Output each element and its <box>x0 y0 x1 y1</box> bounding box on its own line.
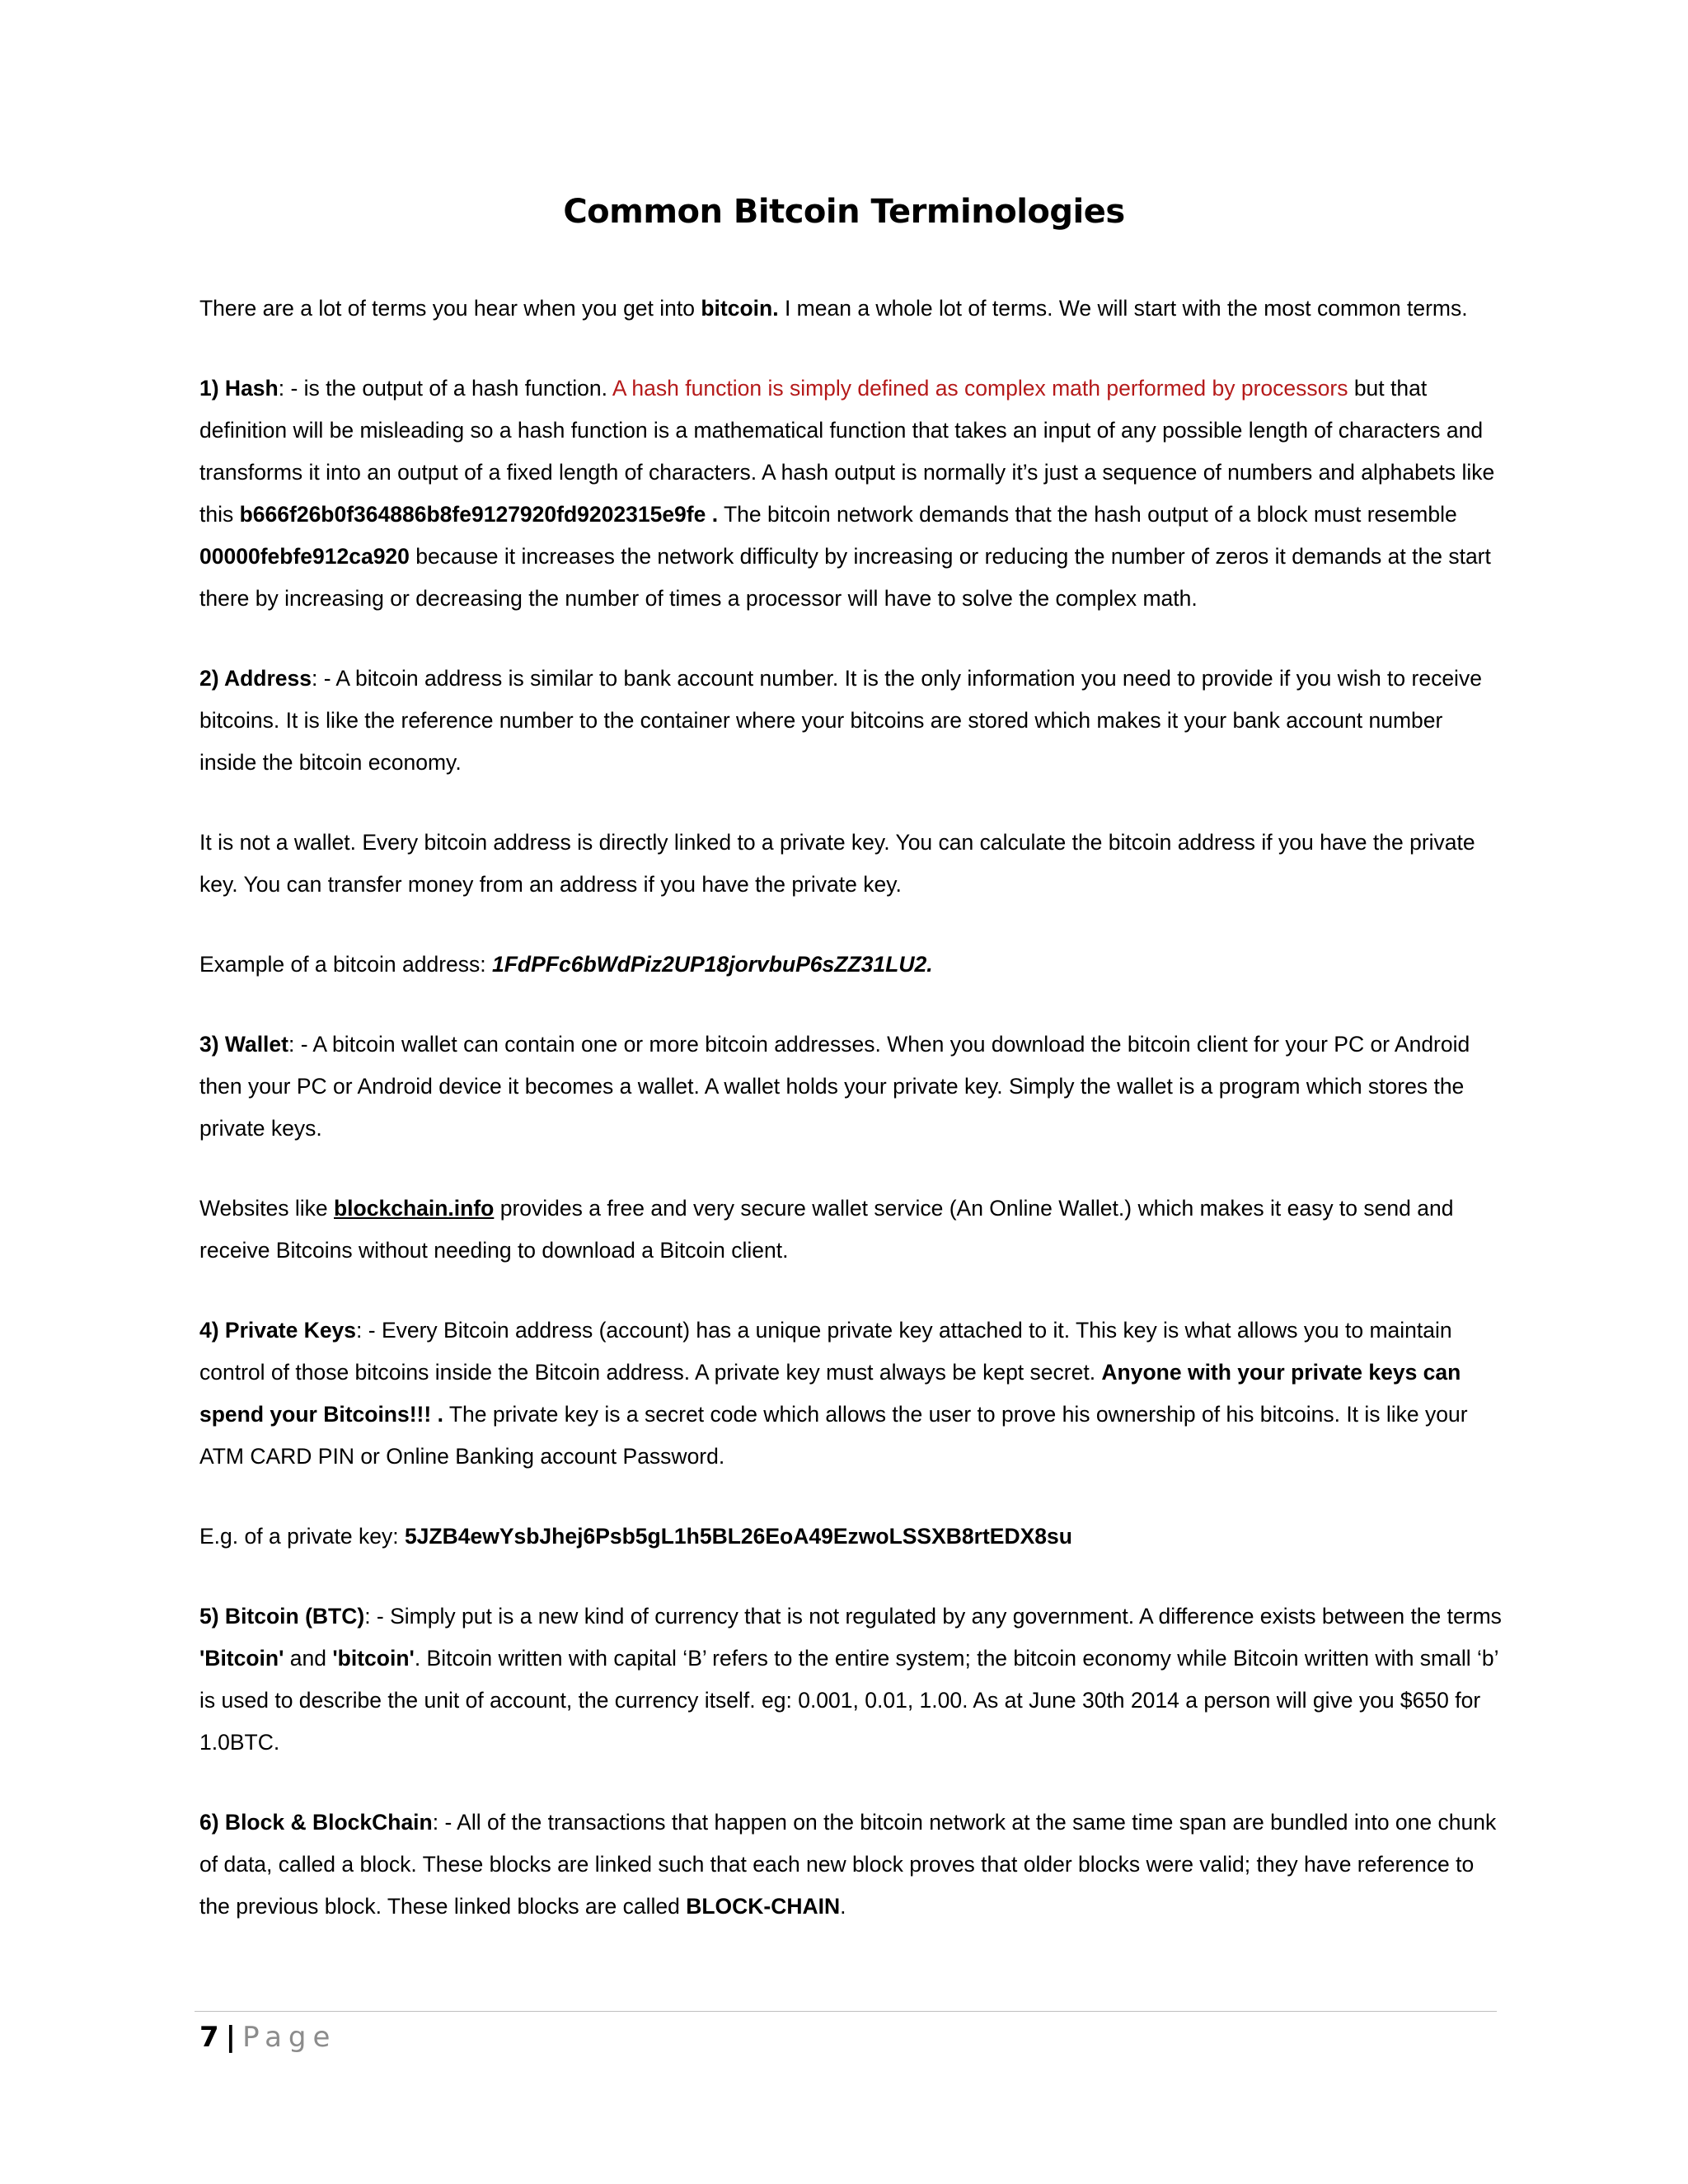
footer-divider <box>195 2011 1497 2012</box>
block-paragraph <box>199 1802 1502 1928</box>
address-paragraph-2: It is not a wallet. Every bitcoin address is directly linked to a private key. You can calculate the bitcoin address if you have the private key. You can transfer money from an address if you have the private key. <box>199 830 1475 897</box>
address-example-label: Example of a bitcoin address: <box>199 952 492 977</box>
blockchain-info-link[interactable]: blockchain.info <box>334 1196 495 1221</box>
block-term: 6) Block & BlockChain <box>199 1810 433 1835</box>
intro-text-2: I mean a whole lot of terms. We will start with the most common terms. <box>778 296 1468 321</box>
bitcoin-text-2: and <box>284 1646 333 1671</box>
hash-target: 00000febfe912ca920 <box>199 544 410 569</box>
intro-paragraph <box>199 288 1502 330</box>
hash-paragraph <box>199 368 1502 620</box>
block-text-2: . <box>840 1894 846 1919</box>
address-example-value: 1FdPFc6bWdPiz2UP18jorvbuP6sZZ31LU2. <box>492 952 933 977</box>
hash-term: 1) Hash <box>199 376 279 401</box>
hash-text: : - is the output of a hash function. <box>278 376 612 401</box>
address-paragraph <box>199 658 1502 784</box>
address-term: 2) Address <box>199 666 312 691</box>
hash-text-4: because it increases the network difficulty by increasing or reducing the number of zeros it demands at the start there by increasing or decreasing the number of times a processor will have to solve the complex math. <box>199 544 1491 611</box>
wallet-text-3: provides a free and very secure wallet service (An Online Wallet.) which makes it easy to send and receive Bitcoins without needing to download a Bitcoin client. <box>199 1196 1454 1263</box>
hash-example: b666f26b0f364886b8fe9127920fd9202315e9fe . <box>239 502 719 527</box>
block-text: : - All of the transactions that happen on the bitcoin network at the same time span are bundled into one chunk of data, called a block. These blocks are linked such that each new block proves that older blocks were valid; they have reference to the previous block. These linked blocks are called <box>199 1810 1497 1919</box>
wallet-term: 3) Wallet <box>199 1032 288 1057</box>
page-number: 7 <box>199 2021 219 2054</box>
private-keys-text-2: The private key is a secret code which allows the user to prove his ownership of his bitcoins. It is like your ATM CARD PIN or Online Banking account Password. <box>199 1402 1468 1469</box>
wallet-text-2: Websites like <box>199 1196 334 1221</box>
page-label: Page <box>242 2021 337 2054</box>
bitcoin-term: 5) Bitcoin (BTC) <box>199 1604 365 1629</box>
private-keys-text: : - Every Bitcoin address (account) has a unique private key attached to it. This key is what allows you to maintain control of those bitcoins inside the Bitcoin address. A private key must always be kept secret. <box>199 1318 1452 1385</box>
address-example <box>199 944 1502 986</box>
private-key-example-label: E.g. of a private key: <box>199 1524 405 1549</box>
private-keys-paragraph <box>199 1310 1502 1478</box>
bitcoin-text: : - Simply put is a new kind of currency that is not regulated by any government. A difference exists between the terms <box>364 1604 1502 1629</box>
private-keys-term: 4) Private Keys <box>199 1318 357 1343</box>
wallet-paragraph <box>199 1024 1502 1150</box>
page-footer <box>199 2019 336 2055</box>
block-chain-bold: BLOCK-CHAIN <box>686 1894 841 1919</box>
hash-red-text: A hash function is simply defined as complex math performed by processors <box>612 376 1348 401</box>
wallet-paragraph-2 <box>199 1188 1502 1272</box>
wallet-text: : - A bitcoin wallet can contain one or more bitcoin addresses. When you download the bitcoin client for your PC or Android then your PC or Android device it becomes a wallet. A wallet holds your private key. Simply the wallet is a program which stores the private keys. <box>199 1032 1470 1141</box>
private-key-example <box>199 1516 1502 1558</box>
private-key-example-value: 5JZB4ewYsbJhej6Psb5gL1h5BL26EoA49EzwoLSSXB8rtEDX8su <box>404 1524 1072 1549</box>
bitcoin-capital: 'Bitcoin' <box>199 1646 284 1671</box>
bitcoin-lowercase: 'bitcoin' <box>332 1646 415 1671</box>
private-keys-warning: Anyone with your private keys can spend your Bitcoins!!! . <box>199 1360 1461 1427</box>
bitcoin-text-3: . Bitcoin written with capital ‘B’ refers to the entire system; the bitcoin economy while Bitcoin written with small ‘b’ is used to describe the unit of account, the currency itself. eg: 0.001, 0.01, 1.00. As at June 30th 2014 a person will give you $650 for 1.0BTC. <box>199 1646 1498 1755</box>
intro-bold: bitcoin. <box>701 296 779 321</box>
page-title: Common Bitcoin Terminologies <box>563 193 1125 231</box>
bitcoin-paragraph <box>199 1596 1502 1764</box>
footer-separator: | <box>225 2021 237 2054</box>
intro-text: There are a lot of terms you hear when you get into <box>199 296 701 321</box>
hash-text-2: but that definition will be misleading so a hash function is a mathematical function that takes an input of any possible length of characters and transforms it into an output of a fixed length of characters. A hash output is normally it’s just a sequence of numbers and alphabets like this <box>199 376 1495 527</box>
hash-text-3: The bitcoin network demands that the hash output of a block must resemble <box>718 502 1457 527</box>
address-text: : - A bitcoin address is similar to bank account number. It is the only information you need to provide if you wish to receive bitcoins. It is like the reference number to the container where your bitcoins are stored which makes it your bank account number inside the bitcoin economy. <box>199 666 1482 775</box>
document-body <box>199 288 1502 1928</box>
